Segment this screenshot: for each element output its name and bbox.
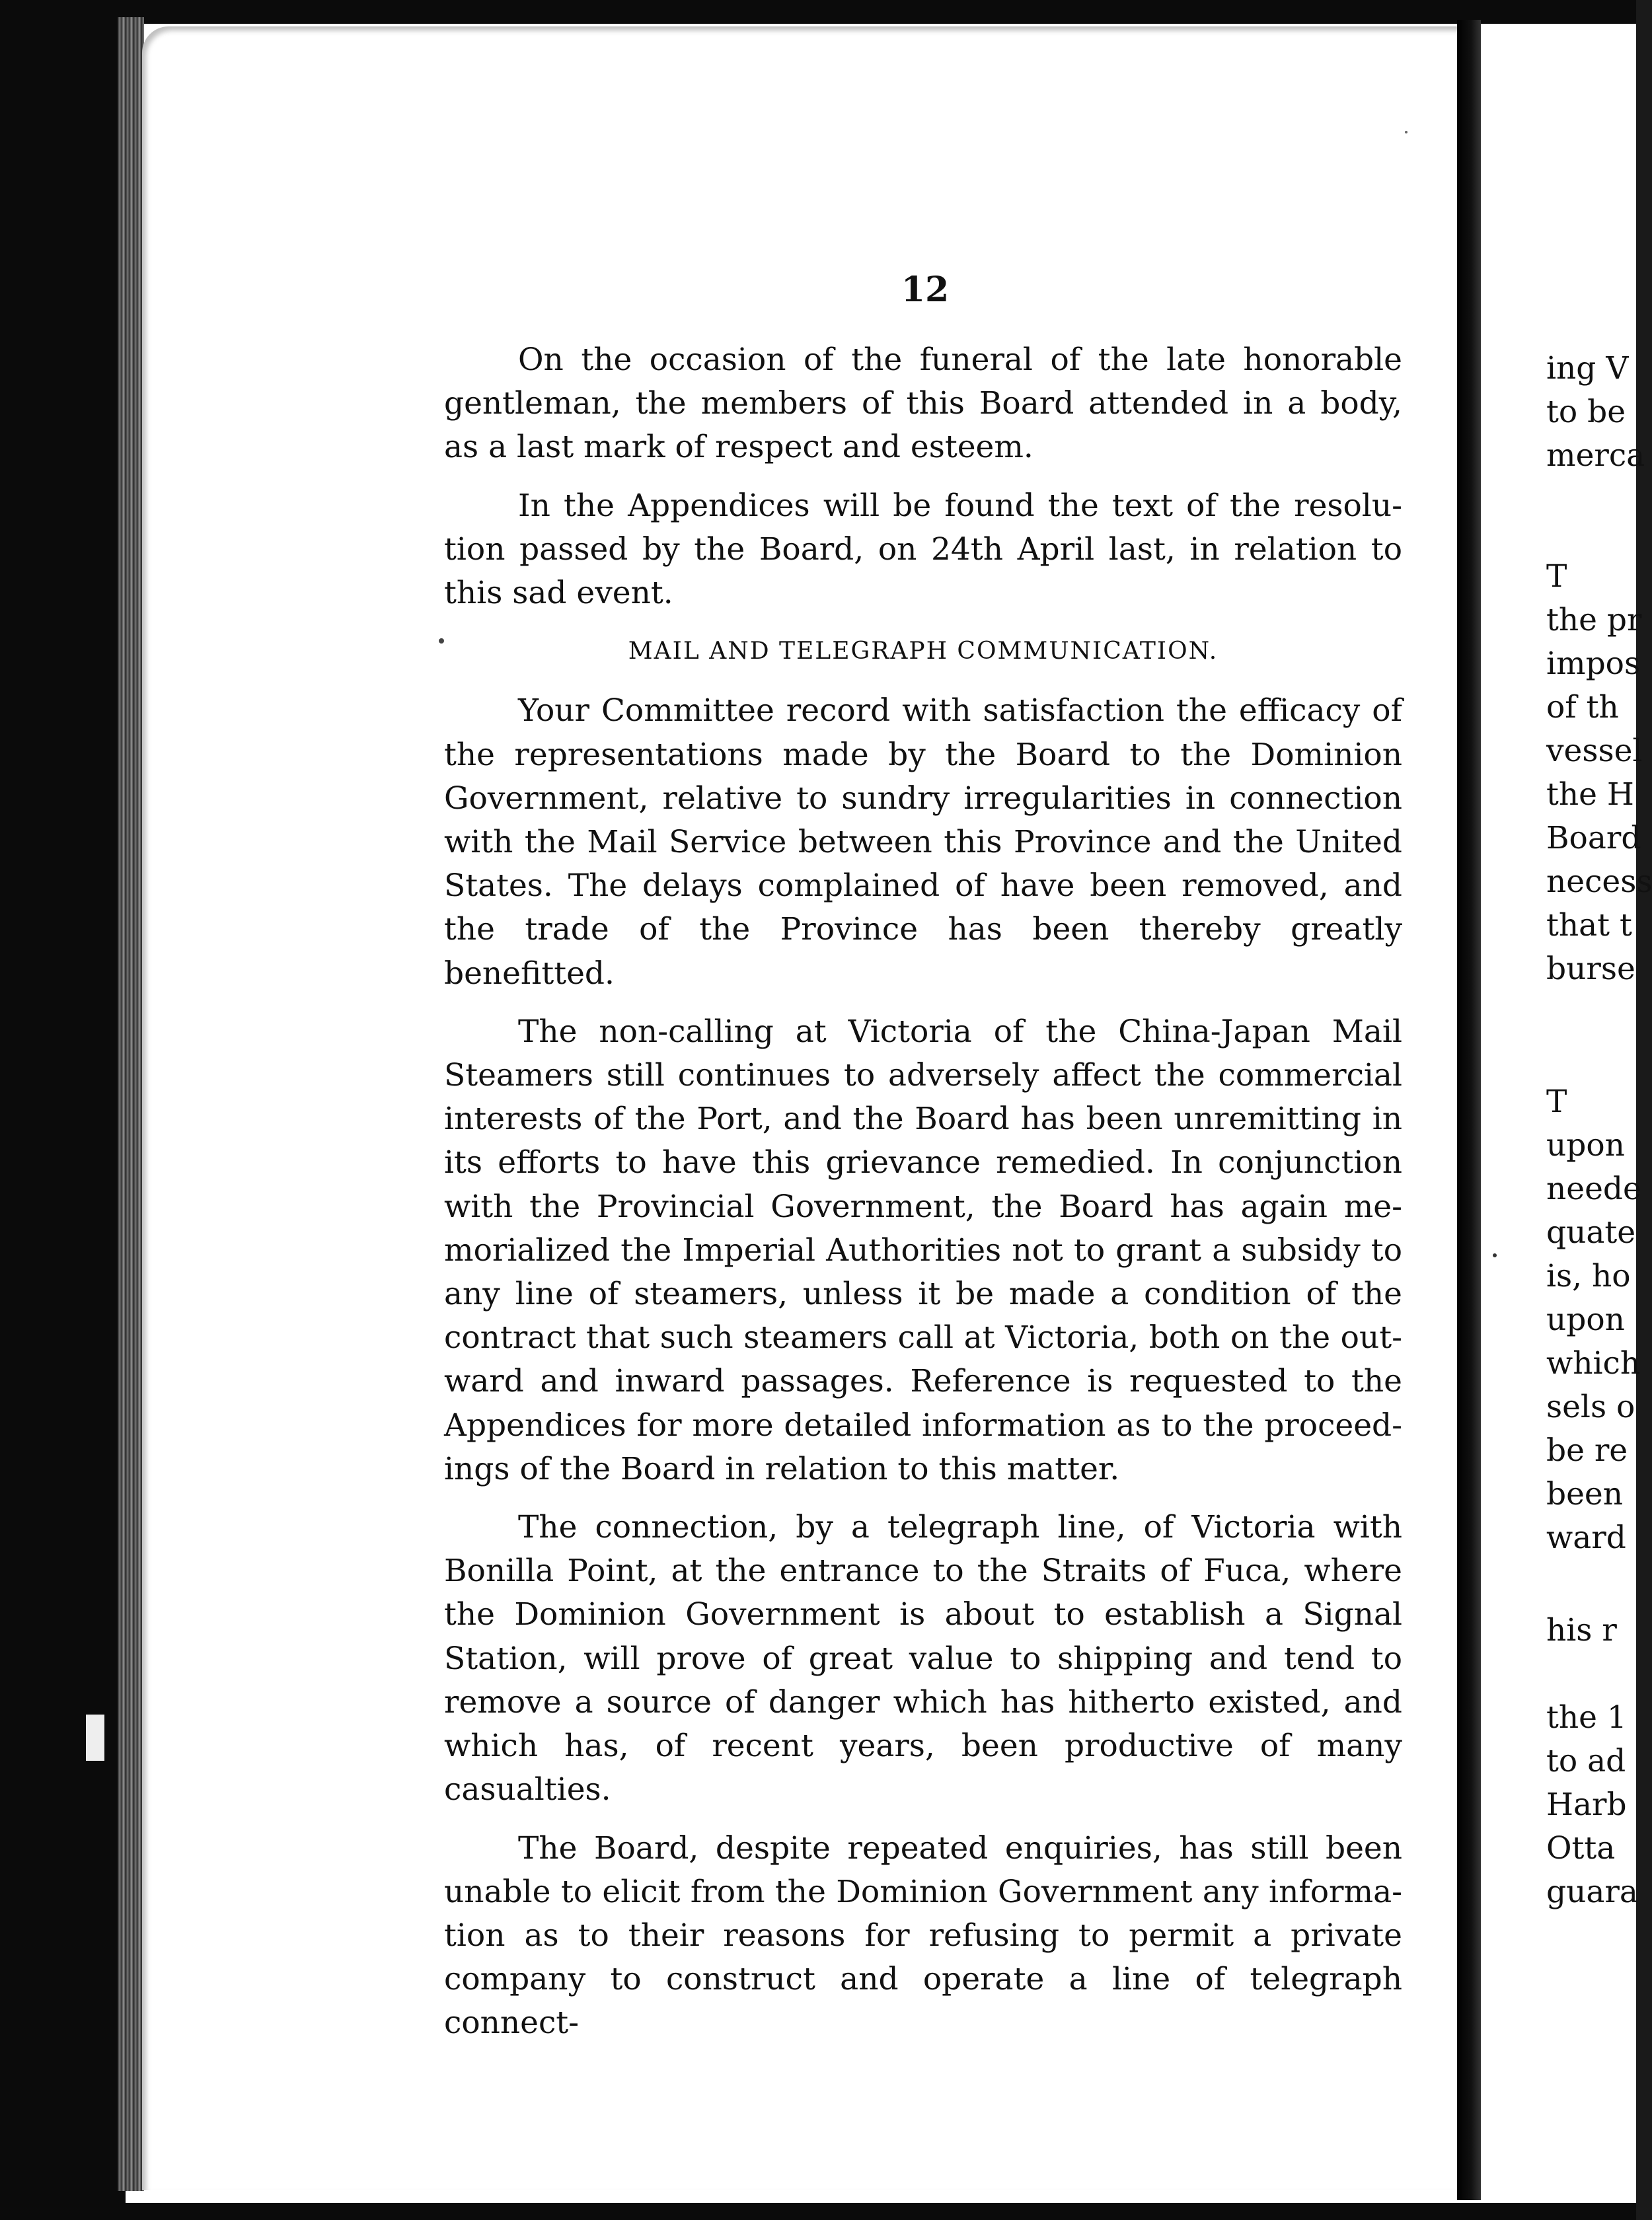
- right-line: the H: [1546, 776, 1634, 813]
- right-line: merca: [1546, 437, 1645, 474]
- right-line: Board: [1546, 820, 1641, 856]
- right-line: neede: [1546, 1171, 1641, 1207]
- right-line: T: [1546, 1084, 1567, 1120]
- right-line: Harb: [1546, 1787, 1627, 1823]
- right-line: burse: [1546, 951, 1635, 987]
- speck: [1405, 131, 1408, 133]
- right-line: upon: [1546, 1127, 1625, 1164]
- right-line: guara: [1546, 1874, 1638, 1910]
- paragraph-china-japan-steamers: The non-calling at Victoria of the China-Japan Mail Steamers still continues to adversely affect the commercial interests of the Port, and the Board has been unremitting in its efforts to have this grievance remedied. In conjunction with the Provincial Government, the Board has again memorialized the Imperial Authorities not to grant a subsidy to any line of steamers, unless it be made a condition of the contract that such steamers call at Victoria, both on the outward and inward passages. Reference is requested to the Appendices for more detailed information as to the proceedings of the Board in relation to this matter.: [444, 1013, 1402, 1487]
- right-line: his r: [1546, 1612, 1617, 1648]
- paragraph-telegraph-refusal: The Board, despite repeated enquiries, has still been unable to elicit from the Dominion Government any information as to their reasons for refusing to permit a private company to construct and operate a line of telegraph connect-: [444, 1830, 1402, 2042]
- right-line: Otta: [1546, 1830, 1616, 1867]
- right-line: necess: [1546, 864, 1652, 900]
- right-line: impos: [1546, 646, 1641, 682]
- right-line: which: [1546, 1345, 1641, 1382]
- right-line: be re: [1546, 1432, 1628, 1469]
- section-heading: MAIL AND TELEGRAPH COMMUNICATION.: [628, 638, 1219, 665]
- right-line: ing V: [1546, 350, 1629, 387]
- right-line: upon: [1546, 1302, 1625, 1338]
- right-line: sels o: [1546, 1389, 1635, 1425]
- right-line: T: [1546, 558, 1567, 595]
- right-line: quate: [1546, 1214, 1636, 1251]
- paragraph-telegraph-bonilla: The connection, by a telegraph line, of Victoria with Bonilla Point, at the entrance to the Straits of Fuca, where the Dominion Government is about to establish a Signal Station, will prove of great value to shipping and tend to remove a source of danger which has hitherto existed, and which has, of recent years, been productive of many casualties.: [444, 1509, 1402, 1808]
- right-line: to ad: [1546, 1743, 1626, 1779]
- paper-tear: [86, 1715, 104, 1761]
- right-line: to be: [1546, 394, 1626, 430]
- right-line: is, ho: [1546, 1258, 1631, 1294]
- right-line: ward: [1546, 1520, 1626, 1556]
- right-line: been: [1546, 1476, 1623, 1512]
- paragraph-appendices-resolution: In the Appendices will be found the text of the resolution passed by the Board, on 24th April last, in relation to this sad event.: [444, 487, 1402, 612]
- paragraph-mail-service: Your Committee record with satisfaction the efficacy of the representations made by the Board to the Dominion Government, relative to sundry irregularities in connection with the Mail Service between this Province and the United States. The delays complained of have been removed, and the trade of the Province has been thereby greatly benefitted.: [444, 692, 1402, 992]
- paragraph-funeral: On the occasion of the funeral of the late honorable gentleman, the members of this Board attended in a body, as a last mark of respect and esteem.: [444, 342, 1402, 466]
- right-line: vessel: [1546, 733, 1643, 769]
- right-line: of th: [1546, 689, 1619, 725]
- page-number: 12: [901, 270, 950, 310]
- right-line: that t: [1546, 907, 1632, 944]
- speck: [1493, 1253, 1497, 1257]
- speck: [439, 638, 444, 644]
- right-line: the pr: [1546, 602, 1642, 638]
- right-line: the 1: [1546, 1699, 1627, 1736]
